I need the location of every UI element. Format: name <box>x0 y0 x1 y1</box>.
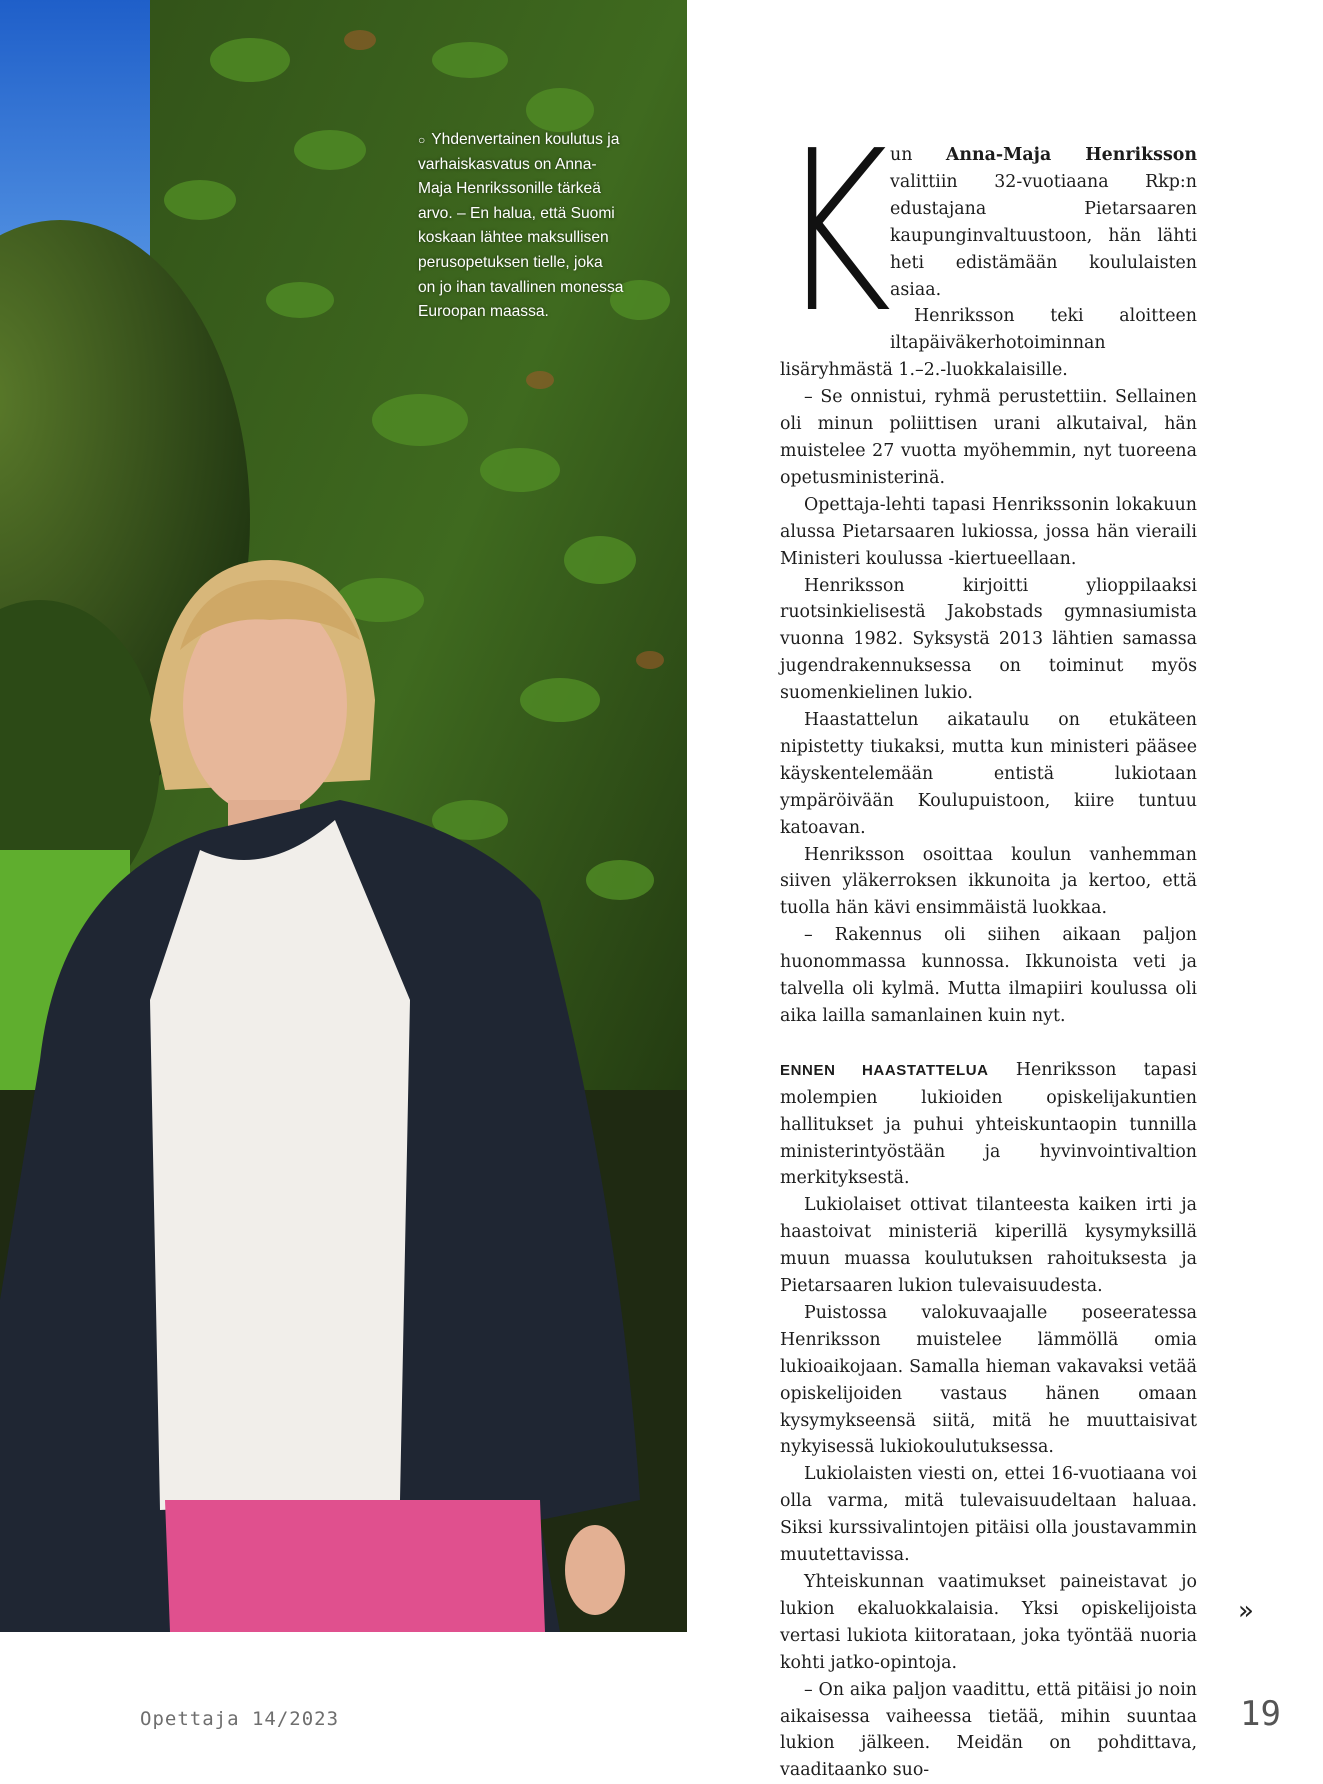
portrait-photo <box>0 0 687 1632</box>
person-name: Anna-Maja Henriksson <box>945 145 1197 165</box>
publication-footer: Opettaja 14/2023 <box>140 1708 340 1730</box>
caption-marker: ○ <box>418 133 426 147</box>
paragraph-8: – Rakennus oli siihen aikaan paljon huonommassa kunnossa. Ikkunoista veti ja talvella oli kylmä. Mutta ilmapiiri koulussa oli aika lailla samanlainen kuin nyt. <box>780 925 1197 1026</box>
photo-caption <box>418 128 624 325</box>
paragraph-5: Henriksson kirjoitti ylioppilaaksi ruotsinkielisestä Jakobstads gymnasiumista vuonna 1982. Syksystä 2013 lähtien samassa jugendrakennuksessa on toiminut myös suomenkielinen lukio. <box>780 575 1197 704</box>
paragraph-6: Haastattelun aikataulu on etukäteen nipistetty tiukaksi, mutta kun ministeri pääsee käyskentelemään entistä lukiotaan ympäröivään Koulupuistoon, kiire tuntuu katoavan. <box>780 710 1197 838</box>
subheading: ENNEN HAASTATTELUA <box>780 1061 989 1079</box>
page-number: 19 <box>1240 1694 1281 1734</box>
paragraph-13: Yhteiskunnan vaatimukset paineistavat jo lukion ekaluokkalaisia. Yksi opiskelijoista vertasi lukiota kiitorataan, joka työntää nuoria kohti jatko-opintoja. <box>780 1572 1197 1673</box>
caption-text: Yhdenvertainen koulutus ja varhaiskasvatus on Anna-Maja Henrikssonille tärkeä arvo. – En halua, että Suomi koskaan lähtee maksullisen perusopetuksen tielle, joka on jo ihan tavallinen monessa Euroopan maassa. <box>418 131 624 321</box>
paragraph-10: Lukiolaiset ottivat tilanteesta kaiken irti ja haastoivat ministeriä kiperillä kysymyksillä muun muassa koulutuksen rahoituksesta ja Pietarsaaren lukion tulevaisuudesta. <box>780 1195 1197 1297</box>
paragraph-3: – Se onnistui, ryhmä perustettiin. Sellainen oli minun poliittisen urani alkutaival, hän muistelee 27 vuotta myöhemmin, nyt tuoreena opetusministerinä. <box>780 387 1197 488</box>
drop-cap: K <box>778 104 892 362</box>
article-body <box>778 104 1197 1784</box>
paragraph-4: Opettaja-lehti tapasi Henrikssonin lokakuun alussa Pietarsaaren lukiossa, jossa hän vieraili Ministeri koulussa -kiertueellaan. <box>780 494 1197 569</box>
paragraph-12: Lukiolaisten viesti on, ettei 16-vuotiaana voi olla varma, mitä tulevaisuudeltaan haluaa. Siksi kurssivalintojen pitäisi olla joustavammin muutettavissa. <box>780 1464 1197 1566</box>
p1-rest: valittiin 32-vuotiaana Rkp:n edustajana Pietarsaaren kaupunginvaltuustoon, hän lähti heti edistämään koululaisten asiaa. <box>890 171 1197 300</box>
paragraph-9 <box>780 1057 1197 1193</box>
p9-text: Henriksson tapasi molempien lukioiden opiskelijakuntien hallitukset ja puhui yhteiskuntaopin tunnilla ministerintyöstään ja hyvinvointivaltion merkityksestä. <box>780 1059 1197 1189</box>
paragraph-2: Henriksson teki aloitteen iltapäiväkerhotoiminnan lisäryhmästä 1.–2.-luokkalaisille. <box>780 306 1197 381</box>
paragraph-7: Henriksson osoittaa koulun vanhemman siiven yläkerroksen ikkunoita ja kertoo, että tuolla hän kävi ensimmäistä luokkaa. <box>780 844 1197 919</box>
paragraph-11: Puistossa valokuvaajalle poseeratessa Henriksson muistelee lämmöllä omia lukioaikojaan. Samalla hieman vakavaksi vetää opiskelijoiden vastaus hänen omaan kysymykseensä siitä, mitä he muuttaisivat nykyisessä lukiokoulutuksessa. <box>780 1302 1197 1458</box>
p1-start: un <box>890 145 946 165</box>
paragraph-14: – On aika paljon vaadittu, että pitäisi jo noin aikaisessa vaiheessa tietää, mihin suuntaa lukion jälkeen. Meidän on pohdittava, vaaditaanko suo- <box>780 1679 1197 1781</box>
continue-arrow-icon: » <box>1238 1596 1254 1626</box>
